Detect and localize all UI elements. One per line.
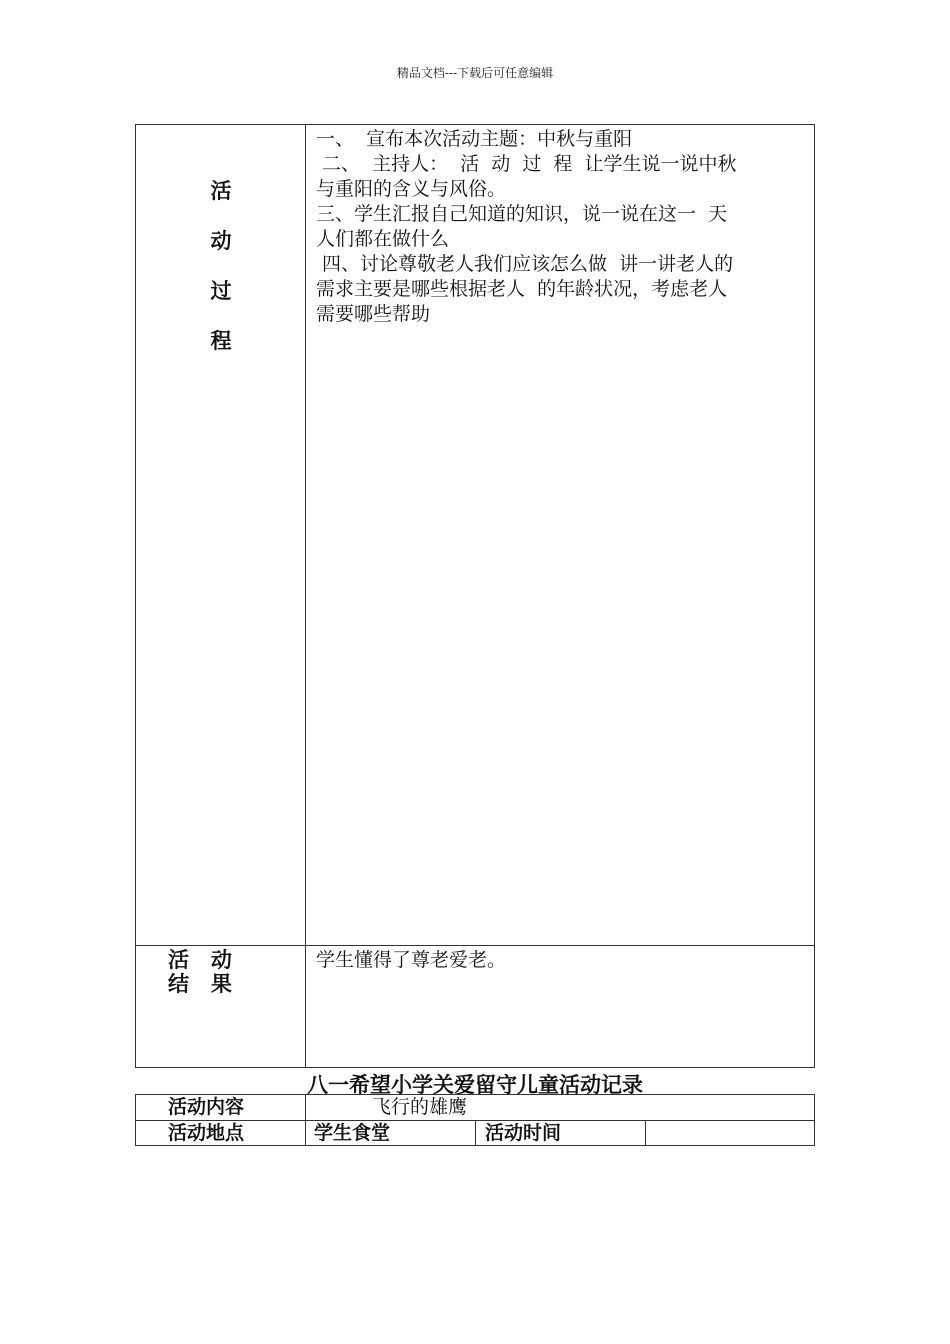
result-label-cell	[135, 945, 306, 1068]
process-label-char: 活	[210, 179, 232, 203]
location-label-cell: 活动地点	[135, 1120, 306, 1146]
process-line: 与重阳的含义与风俗。	[316, 178, 507, 200]
process-label-char: 动	[210, 229, 232, 253]
record-title: 八一希望小学关爱留守儿童活动记录	[307, 1073, 643, 1097]
content-value-cell: 飞行的雄鹰	[305, 1094, 815, 1121]
result-label-line2: 结 果	[168, 972, 232, 996]
process-line: 三、学生汇报自己知道的知识，说一说在这一 天	[316, 203, 728, 225]
process-line: 需要哪些帮助	[316, 303, 431, 325]
process-line: 人们都在做什么	[316, 228, 450, 250]
record-info-table	[135, 1094, 815, 1146]
process-line: 一、 宣布本次活动主题：中秋与重阳	[316, 128, 633, 150]
activity-process-table	[135, 124, 815, 1068]
process-label-char: 程	[210, 329, 232, 353]
result-text: 学生懂得了尊老爱老。	[316, 949, 507, 971]
process-content-text	[316, 127, 806, 327]
location-value-cell: 学生食堂	[305, 1120, 476, 1146]
process-label-char: 过	[210, 279, 232, 303]
process-line: 二、 主持人： 活 动 过 程 让学生说一说中秋	[316, 153, 737, 175]
process-label-cell	[135, 124, 306, 946]
result-label-line1: 活 动	[168, 948, 232, 972]
time-label-cell: 活动时间	[475, 1120, 646, 1146]
content-label-cell: 活动内容	[135, 1094, 306, 1121]
process-line: 需求主要是哪些根据老人 的年龄状况，考虑老人	[316, 278, 728, 300]
time-value-cell	[645, 1120, 815, 1146]
process-line: 四、讨论尊敬老人我们应该怎么做 讲一讲老人的	[316, 253, 734, 275]
page-header-note: 精品文档---下载后可任意编辑	[396, 66, 554, 80]
result-content-cell	[305, 945, 815, 1068]
process-content-cell	[305, 124, 815, 946]
